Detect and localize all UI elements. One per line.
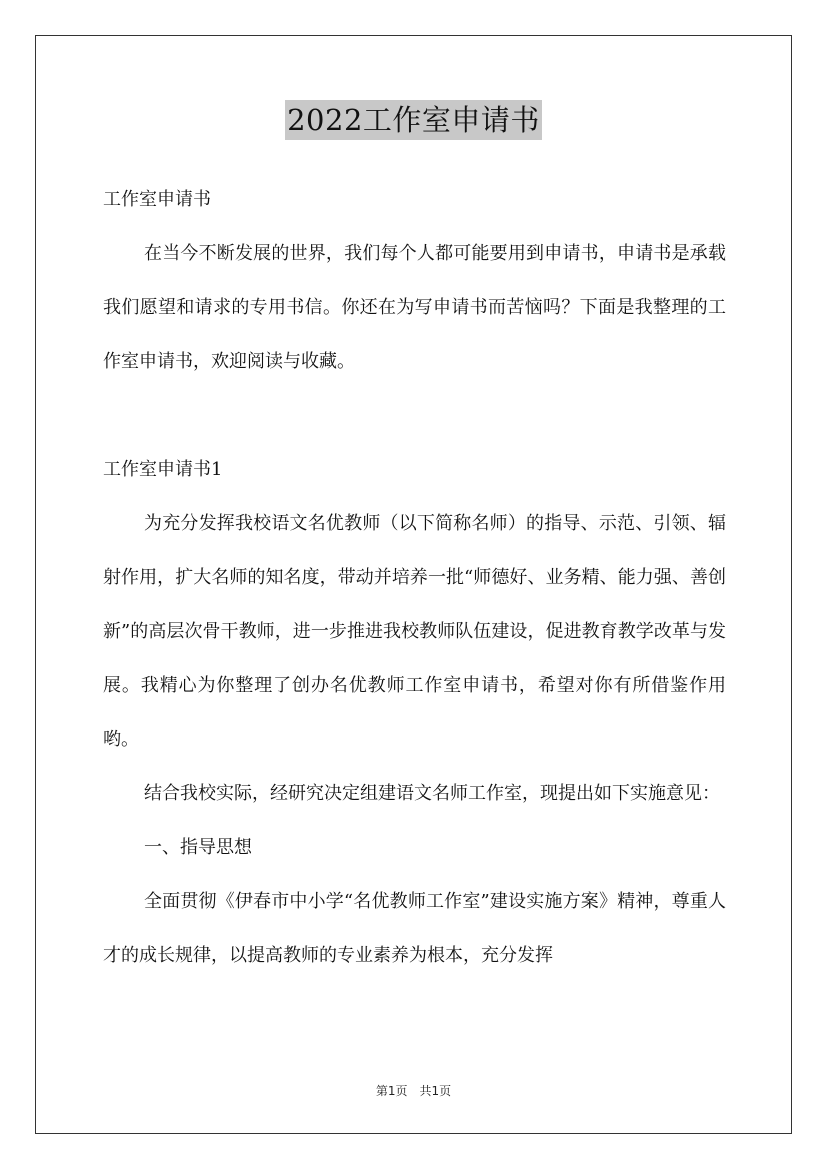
page-current: 第1页 <box>375 1084 408 1098</box>
body-paragraph-2: 结合我校实际，经研究决定组建语文名师工作室，现提出如下实施意见： <box>144 783 720 804</box>
subheading-guiding-ideology: 一、指导思想 <box>144 837 252 858</box>
document-subtitle: 工作室申请书 <box>103 189 211 210</box>
title-container <box>0 100 827 140</box>
page-footer <box>0 1082 827 1100</box>
document-body <box>103 173 726 983</box>
intro-paragraph: 在当今不断发展的世界，我们每个人都可能要用到申请书，申请书是承载我们愿望和请求的专用书信。你还在为写申请书而苦恼吗？下面是我整理的工作室申请书，欢迎阅读与收藏。 <box>103 243 726 372</box>
body-paragraph-1: 为充分发挥我校语文名优教师（以下简称名师）的指导、示范、引领、辐射作用，扩大名师的知名度，带动并培养一批“师德好、业务精、能力强、善创新”的高层次骨干教师，进一步推进我校教师队伍建设，促进教育教学改革与发展。我精心为你整理了创办名优教师工作室申请书，希望对你有所借鉴作用哟。 <box>103 513 726 750</box>
blank-line <box>103 389 726 443</box>
section-heading: 工作室申请书1 <box>103 459 223 480</box>
body-paragraph-3: 全面贯彻《伊春市中小学“名优教师工作室”建设实施方案》精神，尊重人才的成长规律，以提高教师的专业素养为根本，充分发挥 <box>103 891 726 966</box>
document-title: 2022工作室申请书 <box>285 100 542 140</box>
page-total: 共1页 <box>419 1084 452 1098</box>
